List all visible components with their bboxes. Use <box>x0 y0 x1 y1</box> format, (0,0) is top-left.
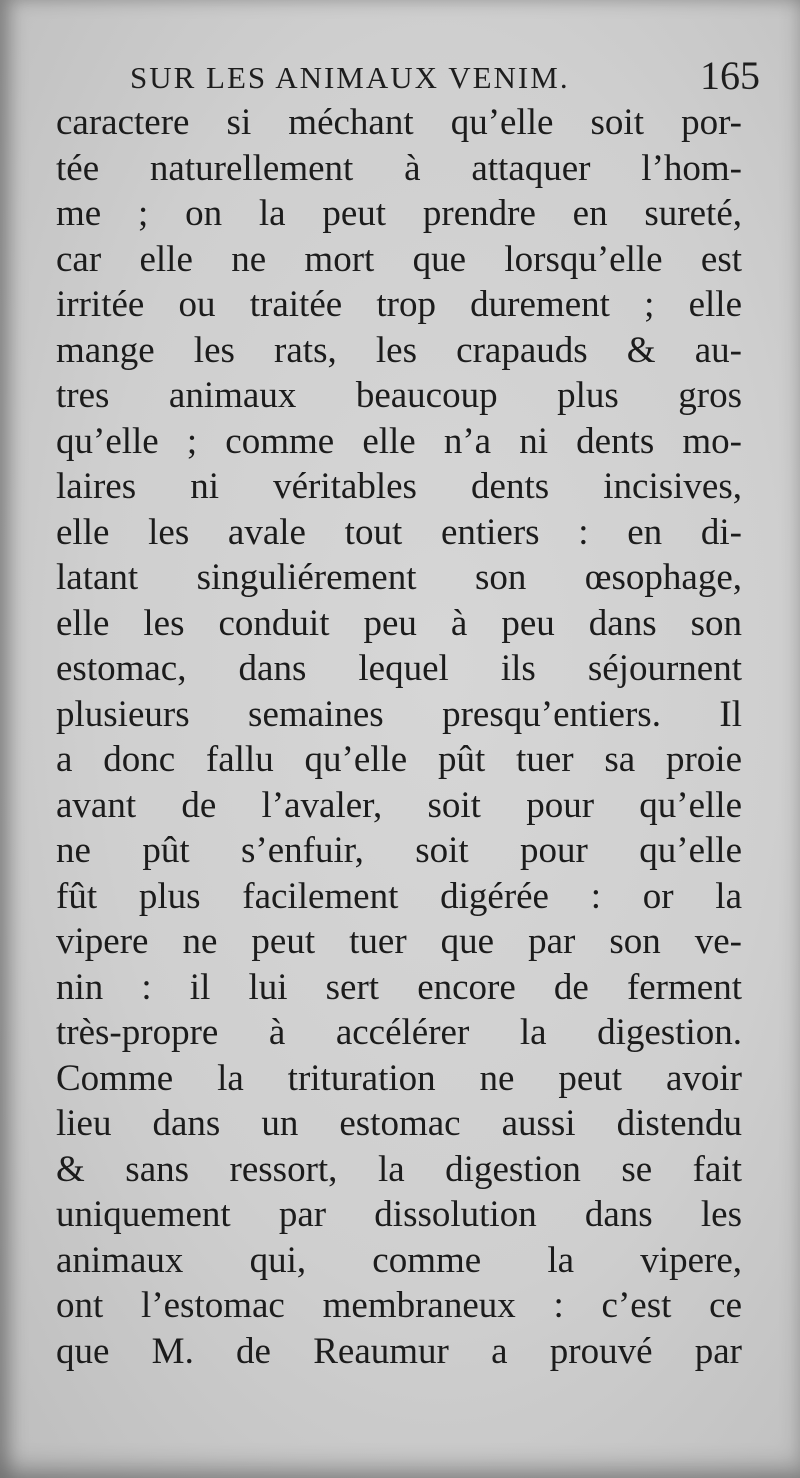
text-line: latant singuliérement son œsophage, <box>56 557 742 598</box>
text-line: que M. de Reaumur a prouvé par <box>56 1330 742 1372</box>
text-line: & sans ressort, la digestion se fait <box>56 1148 742 1190</box>
text-line: Comme la trituration ne peut avoir <box>56 1057 742 1099</box>
text-line: animaux qui, comme la vipere, <box>56 1239 742 1281</box>
text-line: tres animaux beaucoup plus gros <box>56 375 742 416</box>
text-line: irritée ou traitée trop durement ; elle <box>56 284 742 325</box>
text-line: très-propre à accélérer la digestion. <box>56 1012 742 1053</box>
text-line: avant de l’avaler, soit pour qu’elle <box>56 784 742 826</box>
text-line: car elle ne mort que lorsqu’elle est <box>56 238 742 280</box>
text-line: ne pût s’enfuir, soit pour qu’elle <box>56 830 742 871</box>
text-line: mange les rats, les crapauds & au- <box>56 329 742 371</box>
text-line: lieu dans un estomac aussi distendu <box>56 1103 742 1144</box>
text-line: uniquement par dissolution dans les <box>56 1194 742 1235</box>
text-line: ont l’estomac membraneux : c’est ce <box>56 1285 742 1326</box>
text-line: elle les conduit peu à peu dans son <box>56 602 742 644</box>
running-head: SUR LES ANIMAUX VENIM. <box>130 60 570 95</box>
text-line: elle les avale tout entiers : en di- <box>56 511 742 553</box>
text-line: caractere si méchant qu’elle soit por- <box>56 102 742 143</box>
page-number: 165 <box>700 53 760 98</box>
text-line: me ; on la peut prendre en sureté, <box>56 193 742 234</box>
page-header <box>130 52 760 102</box>
body-text <box>56 100 742 1374</box>
text-line: estomac, dans lequel ils séjournent <box>56 648 742 689</box>
text-line: nin : il lui sert encore de ferment <box>56 966 742 1008</box>
text-line: qu’elle ; comme elle n’a ni dents mo- <box>56 420 742 462</box>
text-line: tée naturellement à attaquer l’hom- <box>56 147 742 189</box>
text-line: laires ni véritables dents incisives, <box>56 466 742 507</box>
text-line: fût plus facilement digérée : or la <box>56 875 742 917</box>
text-line: plusieurs semaines presqu’entiers. Il <box>56 693 742 735</box>
text-line: a donc fallu qu’elle pût tuer sa proie <box>56 739 742 780</box>
text-line: vipere ne peut tuer que par son ve- <box>56 921 742 962</box>
